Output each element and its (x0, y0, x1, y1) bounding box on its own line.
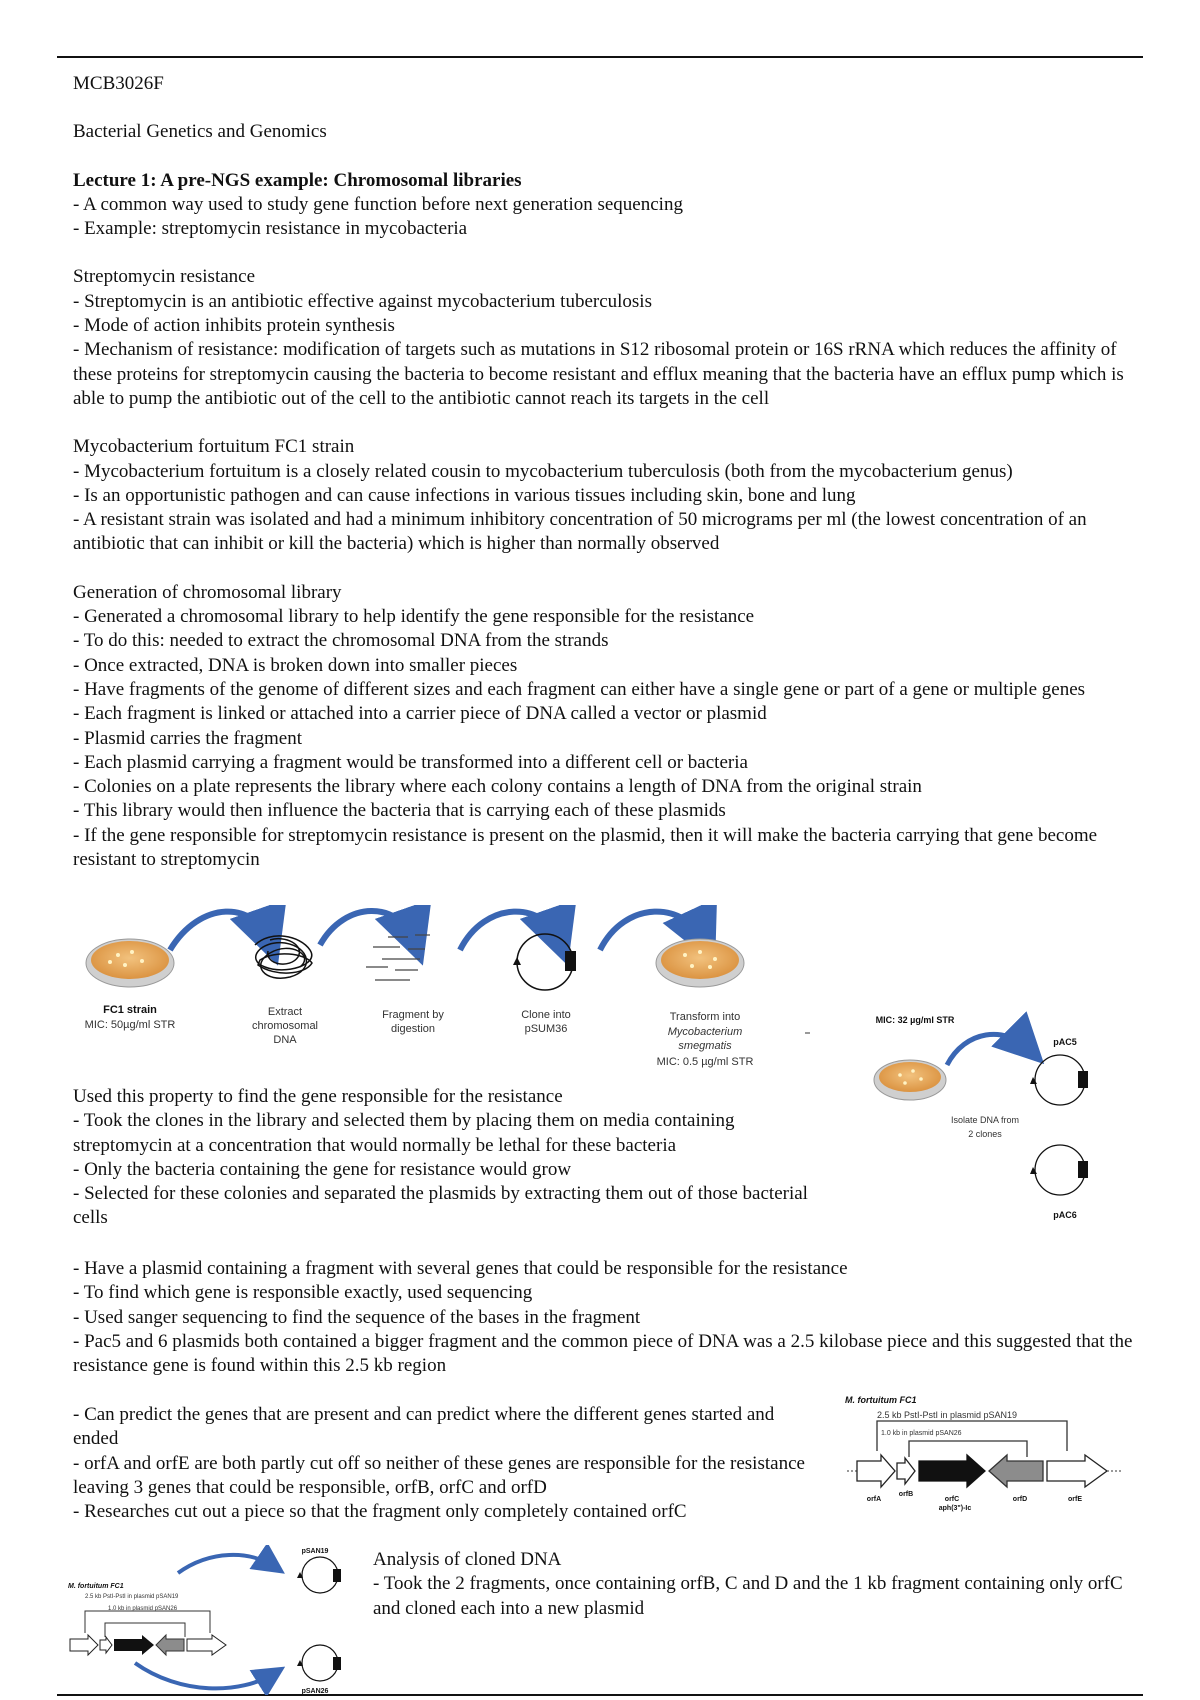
text-block-sequencing (73, 1257, 1133, 1378)
list-item: - Mode of action inhibits protein synthesis (73, 315, 395, 337)
mini-frag25-label: 2.5 kb PstI-PstI in plasmid pSAN19 (85, 1594, 179, 1600)
isolate-label: Isolate DNA from 2 clones (950, 1115, 1020, 1139)
mini-map-title: M. fortuitum FC1 (68, 1583, 124, 1590)
list-item: - Mycobacterium fortuitum is a closely related cousin to mycobacterium tuberculosis (both from the mycobacterium genus) (73, 460, 1013, 482)
gene-arrow-orfd (989, 1455, 1043, 1487)
species-label: Mycobacterium smegmatis (667, 1026, 743, 1052)
plasmid-icon (297, 1557, 341, 1593)
text-block-prediction (73, 1403, 818, 1524)
list-item: - Mechanism of resistance: modification of targets such as mutations in S12 ribosomal protein or 16S rRNA which reduces the affinity of these proteins for streptomycin causing the bacteria to become resistant and efflux meaning that the bacteria have an efflux pump which is able to pump the antibiotic out of the cell to the antibiotic cannot reach its targets in the cell (73, 339, 1124, 409)
list-item: - Example: streptomycin resistance in mycobacteria (73, 218, 468, 240)
orfd-label: orfD (1012, 1496, 1028, 1503)
petri-dish-icon (656, 939, 744, 987)
pac5-label: pAC5 (1053, 1037, 1077, 1047)
mic-label: MIC: 32 µg/ml STR (875, 1015, 955, 1025)
plasmid-icon (1030, 1055, 1088, 1105)
transform-mic-label: MIC: 0.5 µg/ml STR (656, 1056, 754, 1068)
list-item: - Streptomycin is an antibiotic effective against mycobacterium tuberculosis (73, 290, 652, 312)
petri-dish-icon (86, 939, 174, 987)
orfb-label: orfB (898, 1491, 914, 1498)
fc1-strain-label: FC1 strain (103, 1004, 157, 1016)
text-block-selection (73, 1085, 828, 1231)
gene-arrow-orfb (897, 1458, 915, 1484)
list-item: - Pac5 and 6 plasmids both contained a bigger fragment and the common piece of DNA was a 2.5 kilobase piece and this suggested that the resistance gene is found within this 2.5 kb region (73, 1330, 1133, 1377)
list-item: - Each fragment is linked or attached into a carrier piece of DNA called a vector or plasmid (73, 703, 767, 725)
clone-label: Clone into pSUM36 (521, 1009, 571, 1035)
curved-arrow-icon (460, 912, 560, 950)
plasmid-icon (1030, 1145, 1088, 1195)
list-item: - Researches cut out a piece so that the fragment only completely contained orfC (73, 1501, 687, 1523)
list-item: - Can predict the genes that are present and can predict where the different genes started and ended (73, 1404, 775, 1450)
curved-arrow-icon (178, 1555, 275, 1573)
plasmid-isolation-figure (855, 1005, 1105, 1230)
fragment-25kb-label: 2.5 kb PstI-PstI in plasmid pSAN19 (877, 1410, 1018, 1420)
plasmid-icon (513, 934, 576, 990)
pac6-label: pAC6 (1053, 1210, 1077, 1220)
mini-frag10-label: 1.0 kb in plasmid pSAN26 (108, 1606, 178, 1612)
orfc-label: orfC (944, 1496, 960, 1503)
section-heading-strep: Streptomycin resistance (73, 266, 256, 288)
aph-label: aph(3")-Ic (938, 1505, 972, 1512)
curved-arrow-icon (135, 1663, 275, 1688)
list-item: - Once extracted, DNA is broken down into smaller pieces (73, 654, 518, 676)
list-item: - To find which gene is responsible exactly, used sequencing (73, 1282, 533, 1304)
petri-dish-icon (874, 1060, 946, 1100)
psan26-label: pSAN26 (301, 1688, 329, 1695)
list-item: - Took the clones in the library and selected them by placing them on media containing streptomycin at a concentration that would normally be lethal for these bacteria (73, 1110, 735, 1156)
section-heading-myco: Mycobacterium fortuitum FC1 strain (73, 436, 355, 458)
extract-label: Extract chromosomal DNA (251, 1006, 319, 1046)
list-item: - Only the bacteria containing the gene for resistance would grow (73, 1158, 572, 1180)
gene-arrow-orfc (919, 1455, 985, 1487)
lecture-heading: Lecture 1: A pre-NGS example: Chromosomal libraries (73, 169, 522, 191)
list-item: - Each plasmid carrying a fragment would be transformed into a different cell or bacteria (73, 751, 748, 773)
list-item: - This library would then influence the bacteria that is carrying each of these plasmids (73, 800, 726, 822)
curved-arrow-icon (320, 911, 415, 945)
list-item: - Took the 2 fragments, once containing orfB, C and D and the 1 kb fragment containing only orfC and cloned each into a new plasmid (373, 1573, 1123, 1619)
section-heading-analysis: Analysis of cloned DNA (373, 1549, 562, 1570)
list-item: - If the gene responsible for streptomycin resistance is present on the plasmid, then it will make the bacteria carrying that gene become resistant to streptomycin (73, 824, 1098, 871)
text-block-analysis (373, 1548, 1133, 1621)
fc1-mic-label: MIC: 50µg/ml STR (84, 1019, 176, 1031)
list-item: - Used sanger sequencing to find the sequence of the bases in the fragment (73, 1306, 641, 1328)
orfa-label: orfA (866, 1496, 882, 1503)
gene-arrow-orfa (857, 1455, 895, 1487)
orfe-label: orfE (1068, 1496, 1082, 1503)
fragment-label: Fragment by digestion (382, 1009, 444, 1035)
list-item: - A common way used to study gene function before next generation sequencing (73, 193, 683, 215)
list-item: - Have a plasmid containing a fragment with several genes that could be responsible for the resistance (73, 1258, 848, 1279)
list-item: - Colonies on a plate represents the library where each colony contains a length of DNA from the original strain (73, 776, 922, 798)
list-item: - Generated a chromosomal library to help identify the gene responsible for the resistance (73, 606, 755, 628)
fragment-10kb-label: 1.0 kb in plasmid pSAN26 (881, 1430, 962, 1437)
transform-label: Transform into (669, 1011, 741, 1023)
list-item: - Have fragments of the genome of different sizes and each fragment can either have a single gene or part of a gene or multiple genes (73, 678, 1086, 700)
library-workflow-figure (70, 905, 810, 1075)
list-item: - To do this: needed to extract the chromosomal DNA from the strands (73, 630, 609, 652)
plasmid-icon (297, 1645, 341, 1681)
section-heading-library: Generation of chromosomal library (73, 581, 342, 603)
curved-arrow-icon (947, 1034, 1030, 1065)
gene-map-title: M. fortuitum FC1 (845, 1395, 917, 1405)
subcloning-diagram (60, 1545, 360, 1695)
dna-fragments-icon (366, 935, 430, 980)
list-item: - orfA and orfE are both partly cut off so neither of these genes are responsible for the resistance leaving 3 genes that could be responsible, orfB, orfC and orfD (73, 1452, 805, 1498)
list-item: - A resistant strain was isolated and had a minimum inhibitory concentration of 50 micrograms per ml (the lowest concentration of an antibiotic that can inhibit or kill the bacteria) which is higher than normally observed (73, 509, 1087, 555)
psan19-label: pSAN19 (301, 1548, 329, 1555)
gene-map-figure (845, 1393, 1125, 1518)
list-item: - Is an opportunistic pathogen and can cause infections in various tissues including skin, bone and lung (73, 484, 856, 506)
gene-arrow-orfe (1047, 1455, 1107, 1487)
list-item: Used this property to find the gene responsible for the resistance (73, 1086, 563, 1107)
subcloning-figure (60, 1545, 360, 1695)
list-item: - Selected for these colonies and separated the plasmids by extracting them out of those bacterial cells (73, 1183, 808, 1229)
course-code: MCB3026F (73, 73, 164, 94)
dna-tangle-icon (255, 936, 312, 978)
top-rule (57, 56, 1143, 58)
list-item: - Plasmid carries the fragment (73, 727, 302, 749)
text-block-header (73, 72, 1133, 872)
course-title: Bacterial Genetics and Genomics (73, 121, 327, 143)
